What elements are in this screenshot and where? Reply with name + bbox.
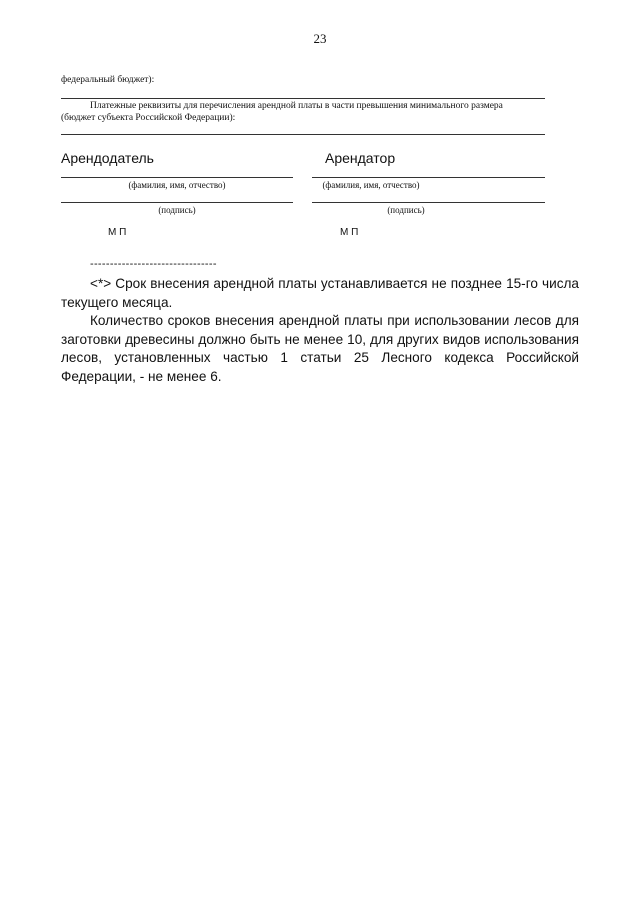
payment-details-line1: Платежные реквизиты для перечисления арендной платы в части превышения минимального размера <box>90 101 503 111</box>
federal-budget-label: федеральный бюджет): <box>61 75 155 85</box>
lessee-signature-line <box>312 202 545 203</box>
footnote-paragraph: Количество сроков внесения арендной платы при использовании лесов для заготовки древесины должно быть не менее 10, для других видов использования лесов, установленных частью 1 статьи 25 Лесного кодекса Российской Федерации, - не менее 6. <box>61 313 579 384</box>
payment-details-line2: (бюджет субъекта Российской Федерации): <box>61 113 236 123</box>
footnote-separator: -------------------------------- <box>90 258 217 270</box>
lessor-seal-mark: М П <box>108 227 127 238</box>
regional-budget-line <box>61 134 545 135</box>
footnote-block <box>61 275 579 386</box>
lessee-signature-caption: (подпись) <box>387 205 425 215</box>
footnote-paragraph: <*> Срок внесения арендной платы устанавливается не позднее 15-го числа текущего месяца. <box>61 276 579 310</box>
lessor-signature-line <box>61 202 293 203</box>
lessor-name-caption: (фамилия, имя, отчество) <box>128 180 226 190</box>
lessee-name-caption: (фамилия, имя, отчество) <box>322 180 420 190</box>
lessee-name-line <box>312 177 545 178</box>
lessor-name-line <box>61 177 293 178</box>
lessee-seal-mark: М П <box>340 227 359 238</box>
lessee-title: Арендатор <box>325 150 396 166</box>
lessor-title: Арендодатель <box>61 150 154 166</box>
page-number: 23 <box>313 31 327 46</box>
federal-budget-line <box>61 98 545 99</box>
lessor-signature-caption: (подпись) <box>158 205 196 215</box>
